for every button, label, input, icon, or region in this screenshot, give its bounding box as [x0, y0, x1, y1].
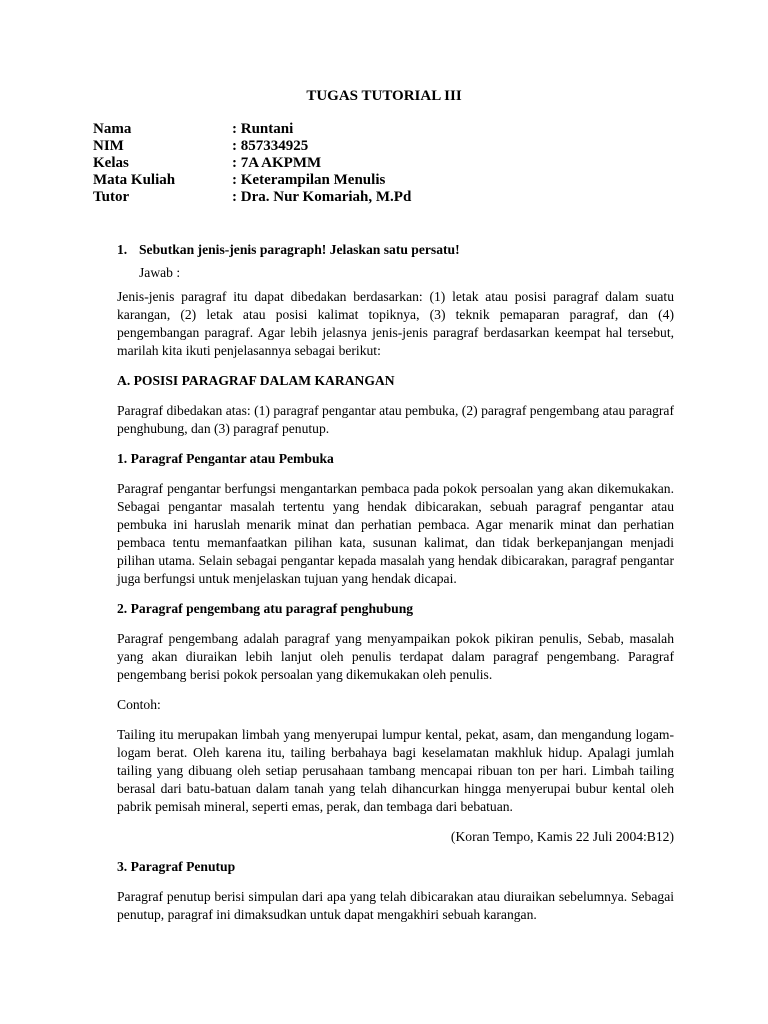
section-a-heading: A. POSISI PARAGRAF DALAM KARANGAN	[117, 373, 395, 388]
question-number: 1.	[117, 242, 128, 257]
answer-label: Jawab :	[139, 265, 181, 280]
info-row-mata-kuliah	[93, 172, 411, 189]
document-title: TUGAS TUTORIAL III	[306, 88, 462, 104]
sub2-heading: 2. Paragraf pengembang atu paragraf penghubung	[117, 601, 414, 616]
info-label: Tutor	[93, 189, 130, 205]
info-row-tutor	[93, 189, 411, 206]
info-row-kelas	[93, 155, 411, 172]
document-body	[117, 241, 674, 936]
info-value: : 7A AKPMM	[232, 155, 322, 171]
sub1-paragraph: Paragraf pengantar berfungsi mengantarkan pembaca pada pokok persoalan yang akan dikemukakan. Sebagai pengantar masalah tertentu yang hendak dibicarakan, sebuah paragraf pengantar atau pembuka ini haruslah menarik minat dan perhatian pembaca. Agar menarik minat dan perhatian pembaca tentu memanfaatkan pilihan kata, susunan kalimat, dan tidak berkepanjangan menjadi pilihan utama. Selain sebagai pengantar kepada masalah yang hendak dibicarakan, paragraf pengantar juga berfungsi untuk menjelaskan tujuan yang hendak dicapai.	[117, 481, 674, 586]
info-label: NIM	[93, 138, 124, 154]
student-info	[93, 121, 411, 206]
example-source: (Koran Tempo, Kamis 22 Juli 2004:B12)	[450, 829, 674, 844]
info-value: : Runtani	[232, 121, 294, 137]
sub3-heading: 3. Paragraf Penutup	[117, 859, 236, 874]
info-value: : Keterampilan Menulis	[232, 172, 386, 188]
info-row-nim	[93, 138, 411, 155]
info-value: : 857334925	[232, 138, 309, 154]
intro-paragraph: Jenis-jenis paragraf itu dapat dibedakan berdasarkan: (1) letak atau posisi paragraf dalam suatu karangan, (2) letak atau posisi kalimat topiknya, (3) teknik pemaparan paragraf, dan (4) pengembangan paragraf. Agar lebih jelasnya jenis-jenis paragraf berdasarkan keempat hal tersebut, marilah kita ikuti penjelasannya sebagai berikut:	[117, 289, 674, 358]
example-label: Contoh:	[117, 697, 161, 712]
info-label: Mata Kuliah	[93, 172, 176, 188]
example-paragraph: Tailing itu merupakan limbah yang menyerupai lumpur kental, pekat, asam, dan mengandung logam-logam berat. Oleh karena itu, tailing berbahaya bagi keselamatan makhluk hidup. Apalagi jumlah tailing yang dibuang oleh setiap perusahaan tambang mencapai ribuan ton per hari. Limbah tailing berasal dari batu-batuan dalam tanah yang telah dihancurkan hingga menyerupai bubur kental oleh pabrik pemisah mineral, seperti emas, perak, dan tembaga dari bebatuan.	[117, 727, 674, 814]
section-a-paragraph: Paragraf dibedakan atas: (1) paragraf pengantar atau pembuka, (2) paragraf pengembang atau paragraf penghubung, dan (3) paragraf penutup.	[117, 403, 674, 436]
info-value: : Dra. Nur Komariah, M.Pd	[232, 189, 412, 205]
sub1-heading: 1. Paragraf Pengantar atau Pembuka	[117, 451, 334, 466]
info-label: Kelas	[93, 155, 129, 171]
sub3-paragraph: Paragraf penutup berisi simpulan dari apa yang telah dibicarakan atau diuraikan sebelumnya. Sebagai penutup, paragraf ini dimaksudkan untuk dapat mengakhiri sebuah karangan.	[117, 889, 674, 922]
question	[117, 241, 674, 259]
question-text: Sebutkan jenis-jenis paragraph! Jelaskan satu persatu!	[139, 242, 460, 257]
info-label: Nama	[93, 121, 132, 137]
sub2-paragraph: Paragraf pengembang adalah paragraf yang menyampaikan pokok pikiran penulis, Sebab, masalah yang akan diuraikan lebih lanjut oleh penulis terdapat dalam paragraf pengembang. Paragraf pengembang berisi pokok persoalan yang dikemukakan oleh penulis.	[117, 631, 674, 682]
info-row-nama	[93, 121, 411, 138]
